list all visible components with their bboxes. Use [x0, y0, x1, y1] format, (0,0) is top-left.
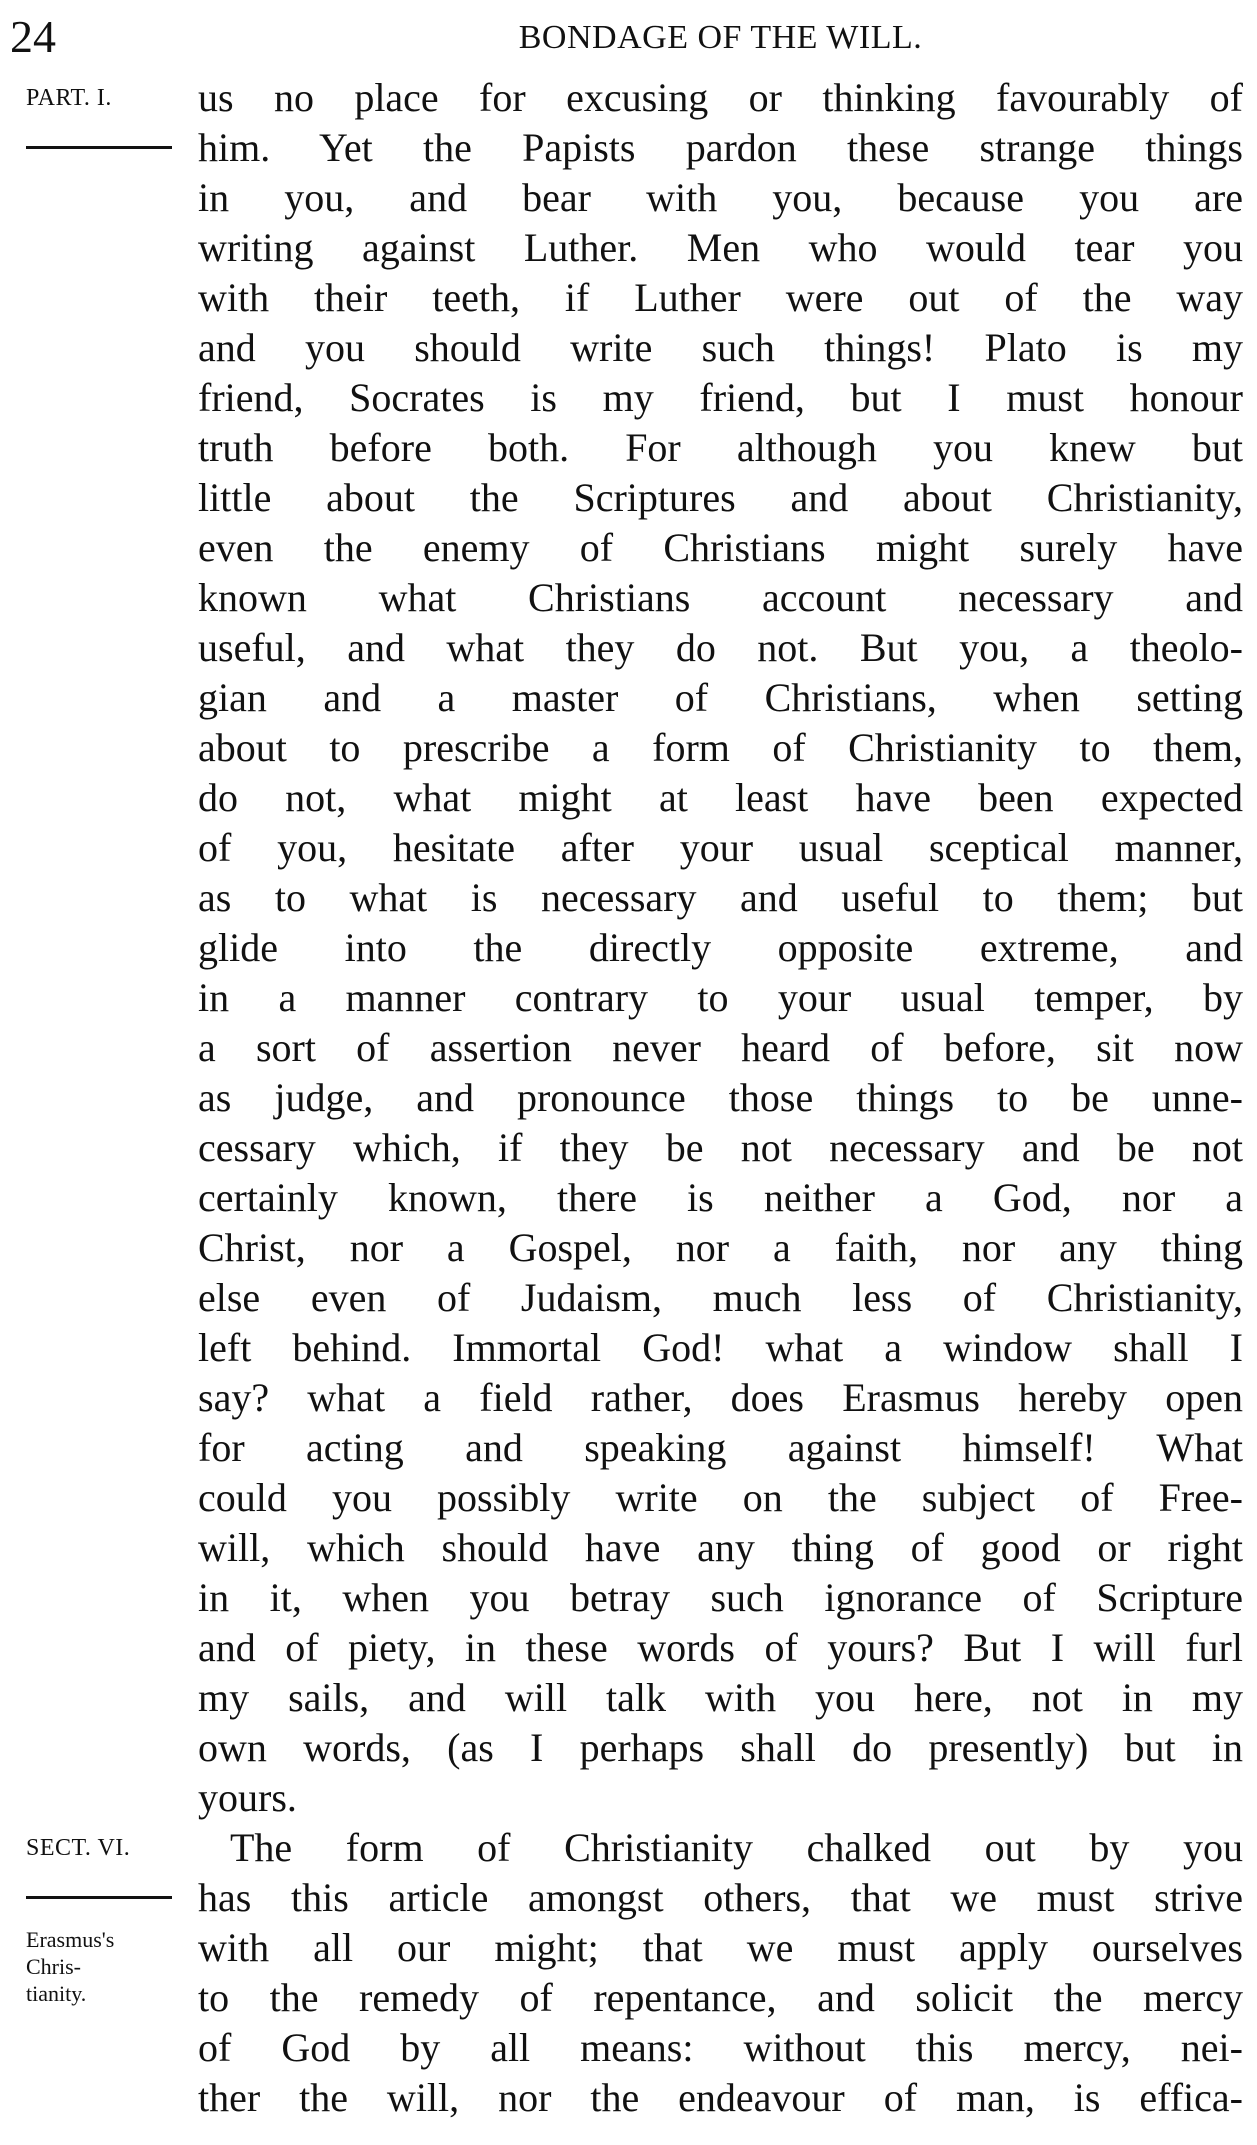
margin-section-label: SECT. VI. [26, 1835, 131, 1861]
text-line: say? what a field rather, does Erasmus hereby open [198, 1375, 1243, 1420]
text-line: and of piety, in these words of yours? But I will furl [198, 1625, 1243, 1670]
text-line: little about the Scriptures and about Christianity, [198, 475, 1243, 520]
page-number: 24 [10, 11, 56, 62]
text-line: in it, when you betray such ignorance of Scripture [198, 1575, 1243, 1620]
text-line: left behind. Immortal God! what a window shall I [198, 1325, 1243, 1370]
text-line: as to what is necessary and useful to them; but [198, 875, 1243, 920]
margin-rule [26, 1896, 172, 1899]
running-title: BONDAGE OF THE WILL. [518, 19, 923, 56]
body-text [198, 73, 1243, 2123]
text-line: do not, what might at least have been expected [198, 775, 1243, 820]
text-line: known what Christians account necessary and [198, 575, 1243, 620]
text-line: own words, (as I perhaps shall do presently) but in [198, 1725, 1243, 1770]
text-line: as judge, and pronounce those things to be unne- [198, 1075, 1243, 1120]
text-line: certainly known, there is neither a God, nor a [198, 1175, 1243, 1220]
text-line: my sails, and will talk with you here, not in my [198, 1675, 1243, 1720]
text-line: friend, Socrates is my friend, but I must honour [198, 375, 1243, 420]
text-line: glide into the directly opposite extreme, and [198, 925, 1243, 970]
margin-note-line: Erasmus's [26, 1927, 115, 1952]
text-line: else even of Judaism, much less of Christianity, [198, 1275, 1243, 1320]
text-line: gian and a master of Christians, when setting [198, 675, 1243, 720]
text-line: and you should write such things! Plato is my [198, 325, 1243, 370]
text-line: us no place for excusing or thinking favourably of [198, 75, 1243, 120]
text-line: will, which should have any thing of good or right [198, 1525, 1243, 1570]
text-line: about to prescribe a form of Christianity to them, [198, 725, 1243, 770]
text-line: could you possibly write on the subject of Free- [198, 1475, 1243, 1520]
text-line: with all our might; that we must apply ourselves [198, 1925, 1243, 1970]
text-line: to the remedy of repentance, and solicit the mercy [198, 1975, 1243, 2020]
text-line: of you, hesitate after your usual sceptical manner, [198, 825, 1243, 870]
text-line: cessary which, if they be not necessary and be not [198, 1125, 1243, 1170]
text-line: useful, and what they do not. But you, a theolo- [198, 625, 1243, 670]
text-line: yours. [198, 1775, 297, 1820]
margin-note [26, 1926, 176, 2007]
text-line: in a manner contrary to your usual temper, by [198, 975, 1243, 1020]
margin-note-line: tianity. [26, 1981, 87, 2006]
text-line: writing against Luther. Men who would tear you [198, 225, 1243, 270]
text-line: The form of Christianity chalked out by you [230, 1825, 1243, 1870]
text-line: truth before both. For although you knew but [198, 425, 1243, 470]
text-line: of God by all means: without this mercy, nei- [198, 2025, 1243, 2070]
text-line: a sort of assertion never heard of before, sit now [198, 1025, 1243, 1070]
text-line: for acting and speaking against himself! What [198, 1425, 1243, 1470]
margin-part-label: PART. I. [26, 85, 112, 111]
text-line: even the enemy of Christians might surely have [198, 525, 1243, 570]
text-line: in you, and bear with you, because you are [198, 175, 1243, 220]
text-line: ther the will, nor the endeavour of man, is effica- [198, 2075, 1243, 2120]
text-line: Christ, nor a Gospel, nor a faith, nor any thing [198, 1225, 1243, 1270]
margin-rule [26, 146, 172, 149]
margin-note-line: Chris- [26, 1954, 81, 1979]
text-line: has this article amongst others, that we must strive [198, 1875, 1243, 1920]
text-line: him. Yet the Papists pardon these strange things [198, 125, 1243, 170]
text-line: with their teeth, if Luther were out of the way [198, 275, 1243, 320]
